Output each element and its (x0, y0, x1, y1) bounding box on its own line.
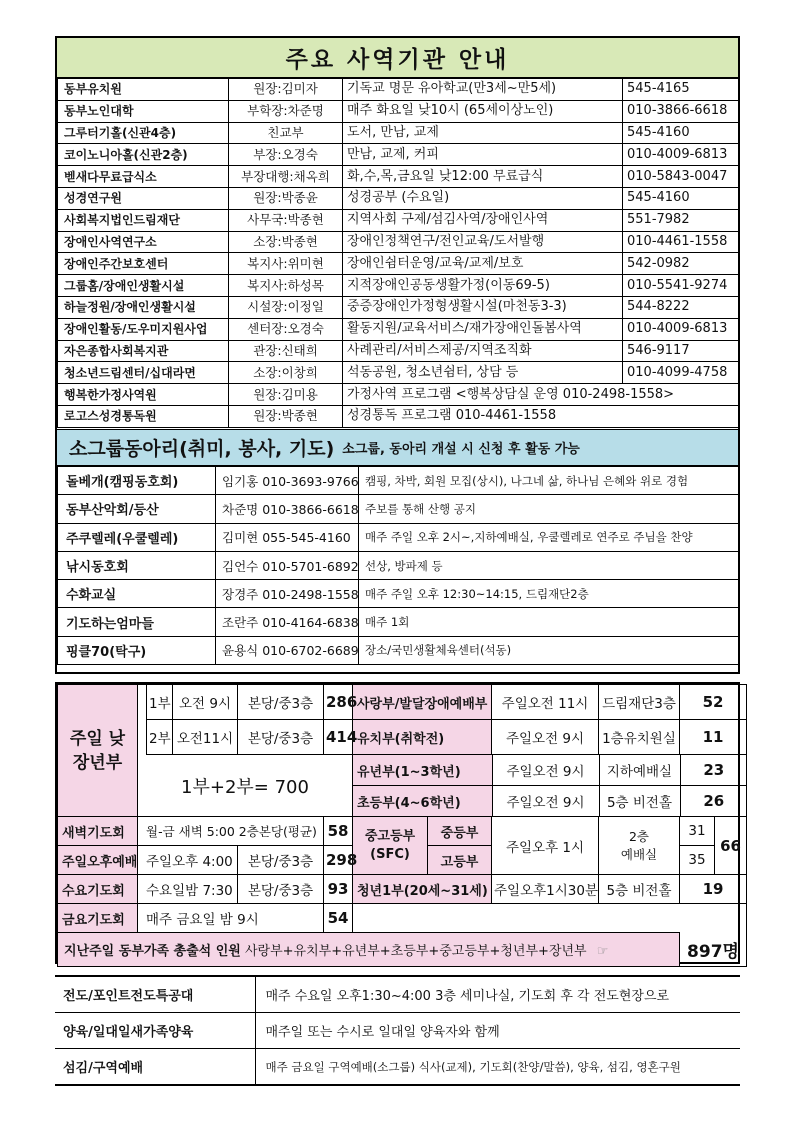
agency-desc: 만남, 교제, 커피 (343, 144, 623, 166)
agency-row (58, 144, 739, 166)
agency-tel: 010-4099-4758 (623, 362, 739, 384)
agency-tel: 542-0982 (623, 253, 739, 275)
dept-count: 23 (680, 755, 747, 786)
agency-person: 부장:오경숙 (229, 144, 343, 166)
dept-place: 5층 비전홀 (599, 786, 680, 817)
youth-time: 주일오후 1시 (492, 817, 599, 875)
part2-count: 414 (324, 720, 353, 755)
youth-middle: 중등부 (428, 817, 492, 846)
youth-group: 중고등부 (SFC) (353, 817, 428, 875)
agency-row (58, 166, 739, 188)
dept-count: 11 (680, 720, 747, 755)
dept-count: 52 (680, 685, 747, 720)
clubs-section (55, 430, 740, 674)
agency-row (58, 275, 739, 297)
club-row (58, 608, 739, 636)
adult-title: 주일 낮 장년부 (58, 685, 138, 817)
agency-desc: 장애인쉼터운영/교육/교제/보호 (343, 253, 623, 275)
wednesday-label: 수요기도회 (58, 875, 138, 904)
agency-name: 동부유치원 (58, 79, 229, 101)
agency-desc: 장애인정책연구/전인교육/도서발행 (343, 231, 623, 253)
club-desc: 장소/국민생활체육센터(석동) (359, 636, 739, 664)
friday-count: 54 (324, 904, 353, 933)
sunday-pm-place: 본당/중3층 (238, 846, 324, 875)
agency-row (58, 296, 739, 318)
dept-time: 주일오전 9시 (492, 755, 599, 786)
youth-high-count: 35 (680, 846, 715, 875)
agency-row (58, 209, 739, 231)
agency-desc: 활동지원/교육서비스/재가장애인돌봄사역 (343, 318, 623, 340)
agency-tel: 010-4009-6813 (623, 144, 739, 166)
young-adult-time: 주일오후1시30분 (492, 875, 599, 904)
ministry-label: 전도/포인트전도특공대 (55, 977, 255, 1012)
agency-person: 소장:박종현 (229, 231, 343, 253)
agency-person: 소장:이창희 (229, 362, 343, 384)
sunday-pm-time: 주일오후 4:00 (138, 846, 238, 875)
club-contact: 임기홍 010-3693-9766 (216, 467, 359, 495)
agency-row (58, 362, 739, 384)
youth-middle-count: 31 (680, 817, 715, 846)
agency-name: 행복한가정사역원 (58, 384, 229, 406)
agency-name: 성경연구원 (58, 187, 229, 209)
agency-person: 원장:박종윤 (229, 187, 343, 209)
agency-name: 장애인사역연구소 (58, 231, 229, 253)
dept-name: 유치부(취학전) (353, 720, 492, 755)
dawn-label: 새벽기도회 (58, 817, 138, 846)
agency-tel: 545-4165 (623, 79, 739, 101)
agency-desc: 도서, 만남, 교제 (343, 122, 623, 144)
attendance-footer (58, 933, 680, 967)
ministry-value: 매주 수요일 오후1:30~4:00 3층 세미나실, 기도회 후 각 전도현장으로 (255, 977, 740, 1012)
agency-row (58, 405, 739, 427)
agency-person: 센터장:오경숙 (229, 318, 343, 340)
agency-name: 벧새다무료급식소 (58, 166, 229, 188)
part2-label: 2부 (147, 720, 173, 755)
part1-place: 본당/중3층 (238, 685, 324, 720)
attendance-table (57, 684, 747, 967)
agency-row (58, 318, 739, 340)
ministries-table (55, 977, 740, 1084)
sunday-pm-label: 주일오후예배 (58, 846, 138, 875)
club-row (58, 523, 739, 551)
agency-name: 그루터기홀(신관4층) (58, 122, 229, 144)
club-desc: 매주 주일 오후 12:30~14:15, 드림재단2층 (359, 580, 739, 608)
agency-name: 장애인활동/도우미지원사업 (58, 318, 229, 340)
dawn-count: 58 (324, 817, 353, 846)
dept-name: 사랑부/발달장애예배부 (353, 685, 492, 720)
agency-tel: 545-4160 (623, 122, 739, 144)
ministry-label: 섬김/구역예배 (55, 1049, 255, 1084)
clubs-header (57, 430, 738, 466)
dept-name: 유년부(1~3학년) (353, 755, 492, 786)
agency-person: 시설장:이정일 (229, 296, 343, 318)
agency-person: 복지사:하성목 (229, 275, 343, 297)
friday-label: 금요기도회 (58, 904, 138, 933)
club-contact: 김언수 010-5701-6892 (216, 551, 359, 579)
ministries-section (55, 975, 740, 1086)
part1-time: 오전 9시 (173, 685, 238, 720)
pointing-hand-icon: ☞ (596, 944, 609, 959)
club-row (58, 636, 739, 664)
agency-name: 자은종합사회복지관 (58, 340, 229, 362)
agency-desc: 지역사회 구제/섬김사역/장애인사역 (343, 209, 623, 231)
club-name: 수화교실 (58, 580, 216, 608)
footer-list: 사랑부+유치부+유년부+초등부+중고등부+청년부+장년부 (244, 944, 587, 959)
wednesday-time: 수요일밤 7:30 (138, 875, 238, 904)
club-desc: 캠핑, 차박, 회원 모집(상시), 나그네 삶, 하나님 은혜와 위로 경험 (359, 467, 739, 495)
agency-name: 코이노니아홀(신관2층) (58, 144, 229, 166)
part2-place: 본당/중3층 (238, 720, 324, 755)
agency-desc: 사례관리/서비스제공/지역조직화 (343, 340, 623, 362)
agency-row (58, 122, 739, 144)
agency-tel: 010-4461-1558 (623, 231, 739, 253)
young-adult-place: 5층 비전홀 (599, 875, 680, 904)
agency-row (58, 231, 739, 253)
agency-person: 원장:김미자 (229, 79, 343, 101)
dept-time: 주일오전 9시 (492, 786, 599, 817)
footer-total: 897명 (680, 933, 747, 967)
agency-desc: 석동공원, 청소년쉼터, 상담 등 (343, 362, 623, 384)
club-desc: 매주 주일 오후 2시~,지하예배실, 우쿨렐레로 연주로 주님을 찬양 (359, 523, 739, 551)
young-adult-name: 청년1부(20세~31세) (353, 875, 492, 904)
dept-name: 초등부(4~6학년) (353, 786, 492, 817)
agency-row (58, 187, 739, 209)
agency-tel: 546-9117 (623, 340, 739, 362)
agency-desc: 기독교 명문 유아학교(만3세~만5세) (343, 79, 623, 101)
agency-tel: 010-4009-6813 (623, 318, 739, 340)
club-name: 낚시동호회 (58, 551, 216, 579)
ministry-label: 양육/일대일새가족양육 (55, 1012, 255, 1048)
agency-row (58, 79, 739, 101)
wednesday-place: 본당/중3층 (238, 875, 324, 904)
agency-name: 동부노인대학 (58, 100, 229, 122)
young-adult-count: 19 (680, 875, 747, 904)
dept-count: 26 (680, 786, 747, 817)
club-name: 핑클70(탁구) (58, 636, 216, 664)
agency-desc: 성경통독 프로그램 010-4461-1558 (343, 405, 739, 427)
agency-row (58, 384, 739, 406)
agency-person: 원장:김미용 (229, 384, 343, 406)
agency-tel: 010-5541-9274 (623, 275, 739, 297)
agency-name: 하늘정원/장애인생활시설 (58, 296, 229, 318)
agency-tel: 545-4160 (623, 187, 739, 209)
agency-person: 부학장:차준명 (229, 100, 343, 122)
youth-place: 2층 예배실 (599, 817, 680, 875)
clubs-subheading: 소그룹, 동아리 개설 시 신청 후 활동 가능 (342, 442, 580, 457)
agency-desc: 매주 화요일 낮10시 (65세이상노인) (343, 100, 623, 122)
ministry-value: 매주일 또는 수시로 일대일 양육자와 함께 (255, 1012, 740, 1048)
agency-tel: 551-7982 (623, 209, 739, 231)
clubs-heading: 소그룹동아리(취미, 봉사, 기도) (69, 438, 335, 460)
agency-person: 친교부 (229, 122, 343, 144)
agency-person: 사무국:박종현 (229, 209, 343, 231)
club-contact: 조란주 010-4164-6838 (216, 608, 359, 636)
club-row (58, 580, 739, 608)
agency-desc: 가정사역 프로그램 <행복상담실 운영 010-2498-1558> (343, 384, 739, 406)
agency-name: 사회복지법인드림재단 (58, 209, 229, 231)
club-desc: 선상, 방파제 등 (359, 551, 739, 579)
club-name: 기도하는엄마들 (58, 608, 216, 636)
agency-person: 원장:박종현 (229, 405, 343, 427)
agency-desc: 중증장애인가정형생활시설(마천동3-3) (343, 296, 623, 318)
wednesday-count: 93 (324, 875, 353, 904)
agency-person: 관장:신태희 (229, 340, 343, 362)
dept-place: 지하예배실 (599, 755, 680, 786)
agency-row (58, 100, 739, 122)
club-desc: 주보를 통해 산행 공지 (359, 495, 739, 523)
footer-label: 지난주일 동부가족 총출석 인원 (64, 944, 241, 959)
agency-desc: 지적장애인공동생활가정(이동69-5) (343, 275, 623, 297)
agency-row (58, 340, 739, 362)
agency-person: 복지사:위미현 (229, 253, 343, 275)
agency-desc: 화,수,목,금요일 낮12:00 무료급식 (343, 166, 623, 188)
agency-tel: 010-3866-6618 (623, 100, 739, 122)
club-row (58, 495, 739, 523)
youth-high: 고등부 (428, 846, 492, 875)
dept-place: 드림재단3층 (599, 685, 680, 720)
dawn-detail: 월-금 새벽 5:00 2층본당(평균) (138, 817, 324, 846)
club-name: 동부산악회/등산 (58, 495, 216, 523)
agency-name: 장애인주간보호센터 (58, 253, 229, 275)
sunday-pm-count: 298 (324, 846, 353, 875)
part1-label: 1부 (147, 685, 173, 720)
agency-tel: 544-8222 (623, 296, 739, 318)
agencies-section (55, 36, 740, 431)
agencies-table (57, 78, 739, 428)
attendance-section (55, 682, 740, 964)
agency-row (58, 253, 739, 275)
agency-name: 청소년드림센터/십대라면 (58, 362, 229, 384)
clubs-table (57, 466, 739, 665)
part2-time: 오전11시 (173, 720, 238, 755)
ministry-value: 매주 금요일 구역예배(소그룹) 식사(교제), 기도회(찬양/말씀), 양육, 섬김, 영혼구원 (255, 1049, 740, 1084)
dept-time: 주일오전 11시 (492, 685, 599, 720)
agency-desc: 성경공부 (수요일) (343, 187, 623, 209)
club-contact: 김미현 055-545-4160 (216, 523, 359, 551)
friday-detail: 매주 금요일 밤 9시 (138, 904, 324, 933)
dept-time: 주일오전 9시 (492, 720, 599, 755)
club-contact: 차준명 010-3866-6618 (216, 495, 359, 523)
dept-place: 1층유치원실 (599, 720, 680, 755)
club-contact: 윤용식 010-6702-6689 (216, 636, 359, 664)
club-name: 돌베개(캠핑동호회) (58, 467, 216, 495)
youth-total: 66 (715, 817, 747, 875)
club-row (58, 551, 739, 579)
club-desc: 매주 1회 (359, 608, 739, 636)
club-row (58, 467, 739, 495)
agency-name: 그룹홈/장애인생활시설 (58, 275, 229, 297)
club-name: 주쿠렐레(우쿨렐레) (58, 523, 216, 551)
club-contact: 장경주 010-2498-1558 (216, 580, 359, 608)
part1-count: 286 (324, 685, 353, 720)
agency-name: 로고스성경통독원 (58, 405, 229, 427)
adult-total: 1부+2부= 700 (138, 755, 353, 817)
agency-person: 부장대행:채옥희 (229, 166, 343, 188)
agencies-title: 주요 사역기관 안내 (57, 38, 738, 78)
agency-tel: 010-5843-0047 (623, 166, 739, 188)
